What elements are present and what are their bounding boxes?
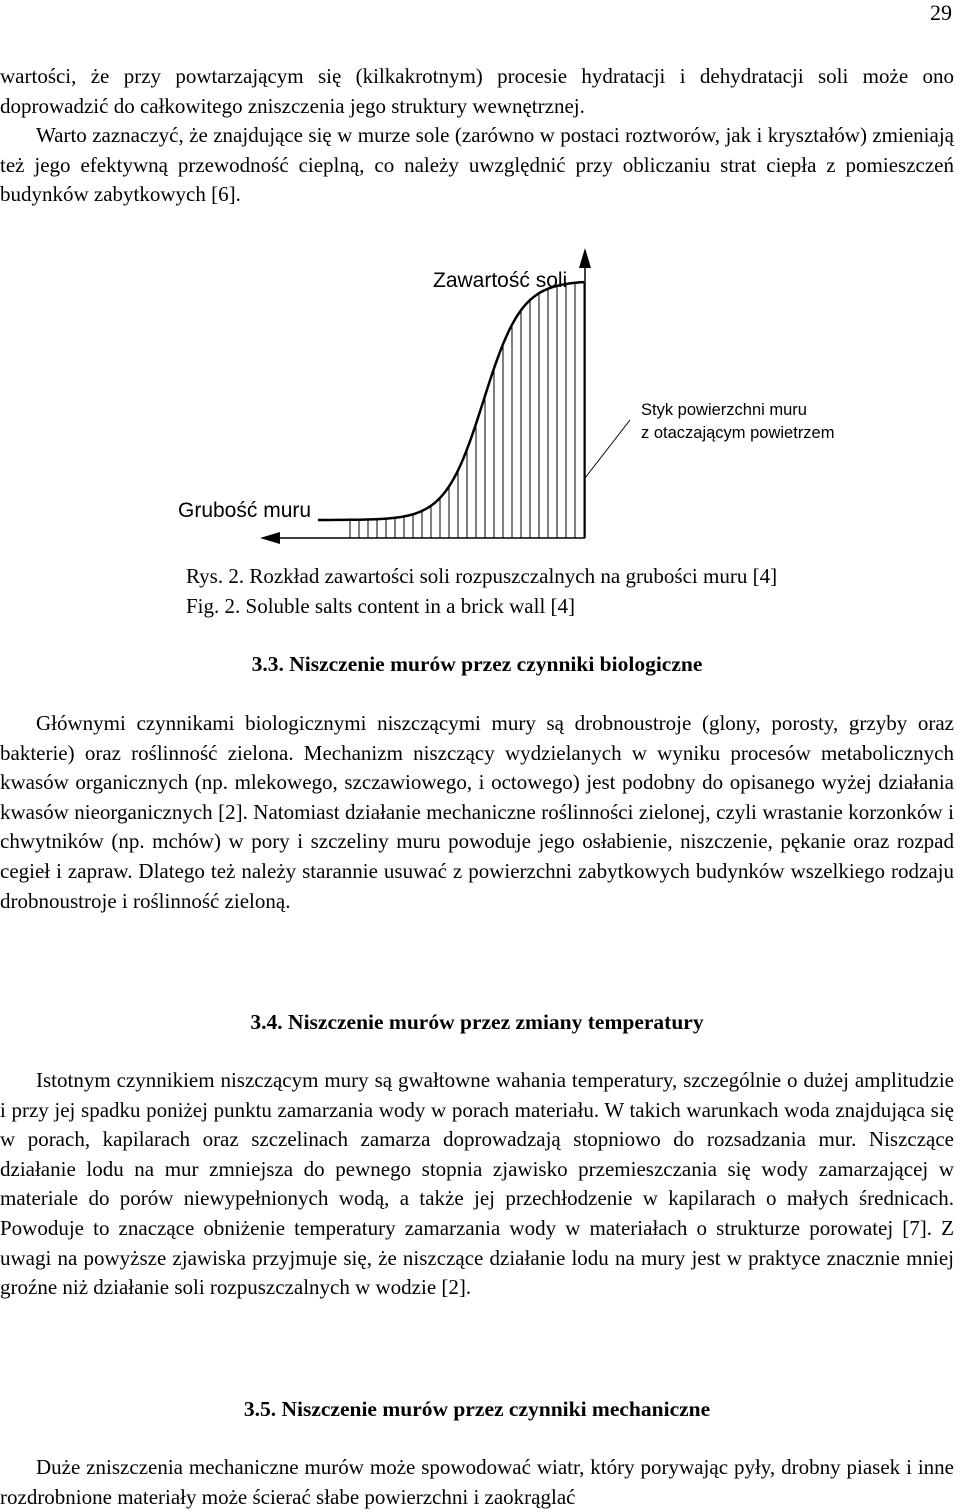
annotation-leader-line (585, 420, 630, 478)
paragraph-temperature: Istotnym czynnikiem niszczącym mury są gwałtowne wahania temperatury, szczególnie o dużej amplitudzie i przy jej spadku poniżej punktu zamarzania wody w porach materiału. W takich warunkach woda znajdująca się w porach, kapilarach oraz szczelinach zamarza doprowadzają stopniowo do rozsadzania mur. Niszczące działanie lodu na mur zmniejsza do pewnego stopnia zjawisko przemieszczania się wody zamarzającej w materiale do porów niewypełnionych wodą, a także jej przechłodzenie w kapilarach o małych średnicach. Powoduje to znaczące obniżenie temperatury zamarzania wody w materiałach o strukturze porowatej [7]. Z uwagi na powyższe zjawiska przyjmuje się, że niszczące działanie lodu na mury jest w praktyce znacznie mniej groźne niż działanie soli rozpuszczalnych w wodzie [2]. (0, 1068, 954, 1300)
figure-caption-pl: Rys. 2. Rozkład zawartości soli rozpuszczalnych na grubości muru [4] (186, 564, 778, 588)
section-heading-3-5: 3.5. Niszczenie murów przez czynniki mechaniczne (243, 1397, 711, 1421)
paragraph-biological-factors: Głównymi czynnikami biologicznymi niszczącymi mury są drobnoustroje (glony, porosty, grzyby oraz bakterie) oraz roślinność zielona. Mechanizm niszczący wydzielanych w wyniku procesów metabolicznych kwasów organicznych (np. mlekowego, szczawiowego, i octowego) jest podobny do opisanego wyżej działania kwasów nieorganicznych [2]. Natomiast działanie mechaniczne roślinności zielonej, czyli wrastanie korzonków i chwytników (np. mchów) w pory i szczeliny muru powoduje jego osłabienie, niszczenie, pękanie oraz rozpad cegieł i zapraw. Dlatego też należy starannie usuwać z powierzchni zabytkowych budynków wszelkiego rodzaju drobnoustroje i roślinność zieloną. (0, 711, 954, 913)
salt-content-curve (318, 282, 584, 520)
x-axis-label: Grubość muru (178, 499, 312, 522)
annotation-line-1: Styk powierzchni muru (641, 401, 807, 419)
paragraph-mechanical: Duże zniszczenia mechaniczne murów może spowodować wiatr, który porywając pyły, drobny piasek i inne rozdrobnione materiały może ścierać słabe powierzchni i zaokrąglać (0, 1455, 954, 1509)
figure-caption-en: Fig. 2. Soluble salts content in a brick wall [4] (186, 594, 576, 618)
paragraph-intro: wartości, że przy powtarzającym się (kilkakrotnym) procesie hydratacji i dehydratacji soli może ono doprowadzić do całkowitego zniszczenia jego struktury wewnętrznej. (0, 64, 954, 118)
page-number: 29 (930, 0, 952, 25)
section-heading-3-4: 3.4. Niszczenie murów przez zmiany temperatury (250, 1010, 704, 1034)
y-axis-arrow-icon (579, 248, 591, 268)
annotation-line-2: z otaczającym powietrzem (641, 424, 835, 442)
salt-hatch-lines (350, 282, 584, 538)
salt-distribution-diagram (0, 240, 960, 560)
salt-distribution-figure (0, 240, 960, 560)
y-axis-label: Zawartość soli (433, 269, 568, 292)
x-axis-arrow-icon (260, 532, 280, 544)
section-heading-3-3: 3.3. Niszczenie murów przez czynniki biologiczne (251, 652, 703, 676)
paragraph-thermal-conductivity: Warto zaznaczyć, że znajdujące się w murze sole (zarówno w postaci roztworów, jak i kryształów) zmieniają też jego efektywną przewodność cieplną, co należy uwzględnić przy obliczaniu strat ciepła z pomieszczeń budynków zabytkowych [6]. (0, 123, 954, 207)
